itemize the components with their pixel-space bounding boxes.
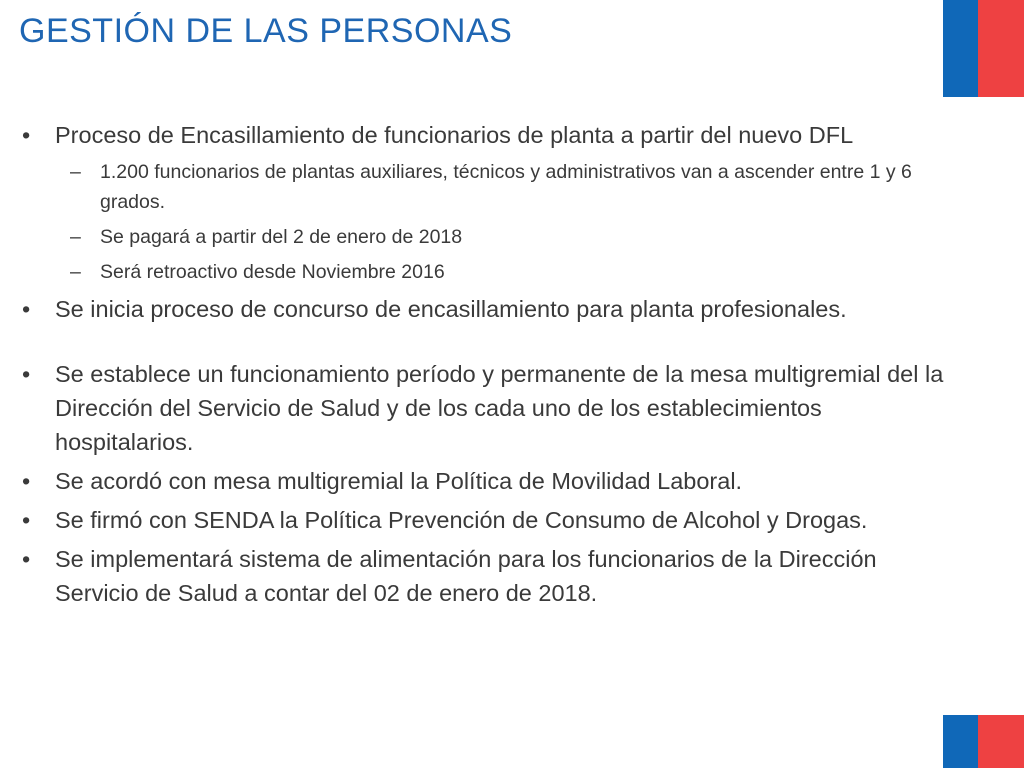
bullet-item bbox=[22, 357, 962, 459]
bullet-icon: • bbox=[22, 296, 31, 322]
bullet-item bbox=[22, 292, 962, 326]
bullet-icon: • bbox=[22, 122, 31, 148]
bullet-text: Proceso de Encasillamiento de funcionarios de planta a partir del nuevo DFL bbox=[55, 122, 854, 148]
flag-red-stripe bbox=[978, 715, 1024, 768]
bullet-text: Se firmó con SENDA la Política Prevención de Consumo de Alcohol y Drogas. bbox=[55, 507, 868, 533]
bullet-text: Se implementará sistema de alimentación para los funcionarios de la Dirección Servicio de Salud a contar del 02 de enero de 2018. bbox=[55, 546, 877, 606]
slide-title: GESTIÓN DE LAS PERSONAS bbox=[19, 12, 513, 50]
sub-bullet-item bbox=[70, 157, 962, 217]
flag-red-stripe bbox=[978, 0, 1024, 97]
flag-blue-stripe bbox=[943, 0, 978, 97]
bullet-icon: • bbox=[22, 507, 31, 533]
sub-bullet-text: Se pagará a partir del 2 de enero de 2018 bbox=[100, 226, 463, 248]
bullet-icon: • bbox=[22, 361, 31, 387]
dash-icon: – bbox=[70, 161, 81, 183]
bullet-item bbox=[22, 464, 962, 498]
sub-bullet-item bbox=[70, 257, 962, 287]
flag-blue-stripe bbox=[943, 715, 978, 768]
bullet-text: Se establece un funcionamiento período y permanente de la mesa multigremial del la Dirección del Servicio de Salud y de los cada uno de los establecimientos hospitalarios. bbox=[55, 361, 944, 455]
bullet-item bbox=[22, 503, 962, 537]
bullet-text: Se acordó con mesa multigremial la Política de Movilidad Laboral. bbox=[55, 468, 743, 494]
bullet-icon: • bbox=[22, 468, 31, 494]
slide-body bbox=[22, 118, 962, 615]
sub-bullet-text: Será retroactivo desde Noviembre 2016 bbox=[100, 261, 445, 283]
dash-icon: – bbox=[70, 226, 81, 248]
dash-icon: – bbox=[70, 261, 81, 283]
flag-logo-bottom bbox=[943, 715, 1024, 768]
bullet-icon: • bbox=[22, 546, 31, 572]
bullet-item bbox=[22, 542, 962, 610]
bullet-item bbox=[22, 118, 962, 152]
sub-bullet-item bbox=[70, 222, 962, 252]
flag-logo-top bbox=[943, 0, 1024, 97]
spacer bbox=[22, 331, 962, 357]
sub-bullet-text: 1.200 funcionarios de plantas auxiliares, técnicos y administrativos van a ascender entre 1 y 6 grados. bbox=[100, 161, 912, 213]
bullet-text: Se inicia proceso de concurso de encasillamiento para planta profesionales. bbox=[55, 296, 847, 322]
